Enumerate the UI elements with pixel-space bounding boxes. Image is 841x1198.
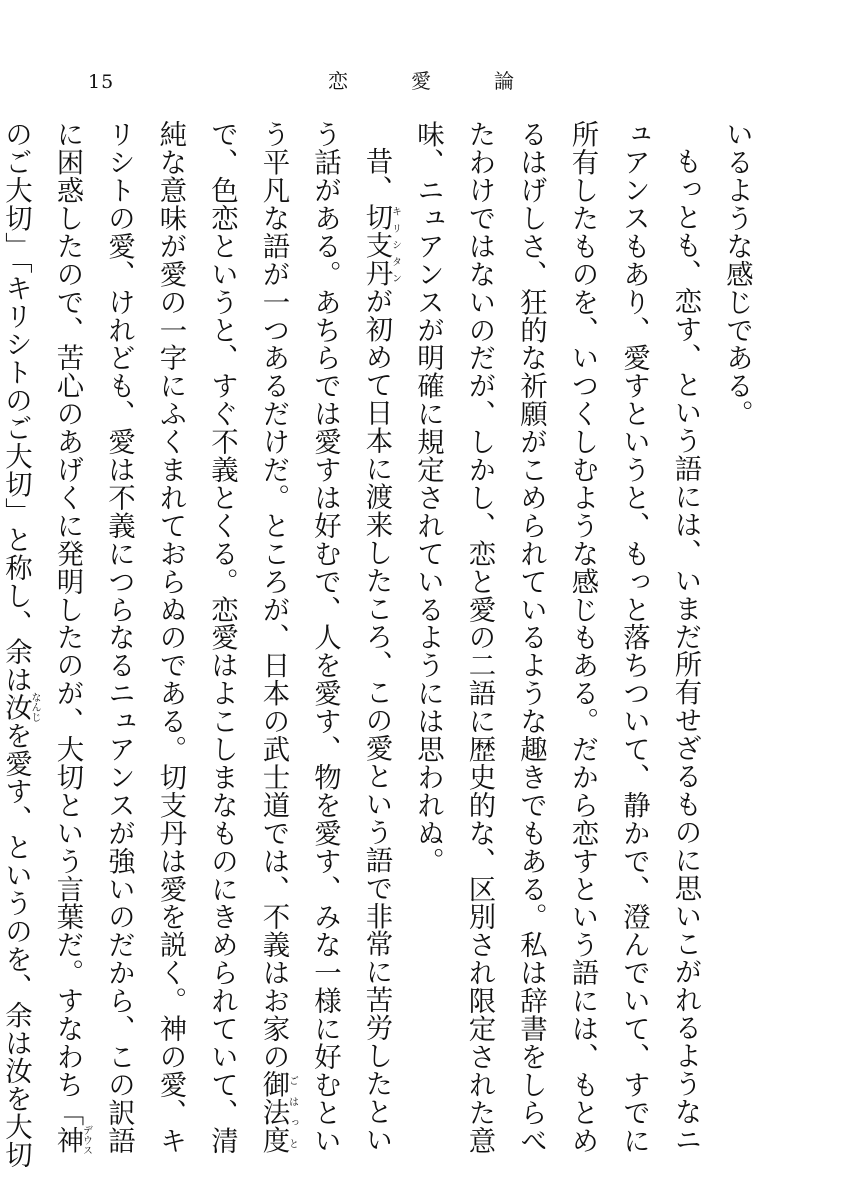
ruby-gohatto <box>257 1070 298 1155</box>
page-number: 15 <box>88 71 115 93</box>
ruby-reading: キリシタン <box>389 203 401 288</box>
vertical-text-body <box>0 120 762 1170</box>
running-title-char-1: 恋 <box>328 69 348 93</box>
text-segment: のご大切」「キリシトのご大切」と称し、余は <box>0 120 31 694</box>
text-segment: で、色恋というと、すぐ不義とくる。恋愛はよこしまなものにきめられていて、清純な意味が愛の一字にふくまれておらぬのである。切支丹は愛を説く。神の愛、キリシトの愛、けれども、愛は不義につらなるニュアンスが強いのだから、この訳語に困惑したので、苦心のあげくに発明したのが、大切という言葉だ。すなわち「 <box>51 120 237 1155</box>
ruby-kirishitan <box>360 203 401 288</box>
ruby-reading: なんじ <box>29 692 40 723</box>
running-title-char-2: 愛 <box>411 69 431 93</box>
paragraph-kirishitan <box>0 120 402 1170</box>
ruby-nanji <box>0 692 40 723</box>
paragraph-koi-ai: もっとも、恋す、という語には、いまだ所有せざるものに思いこがれるようなニュアンスもあり、愛すというと、もっと落ちついて、静かで、澄んでいて、すでに所有したものを、いつくしむような感じもある。だから恋すという語には、もとめるはげしさ、狂的な祈願がこめられているような趣きでもある。私は辞書をしらべたわけではないのだが、しかし、恋と愛の二語に歴史的な、区別され限定された意味、ニュアンスが明確に規定されているようには思われぬ。 <box>412 120 701 1155</box>
running-title-char-3: 論 <box>494 69 514 93</box>
running-title <box>318 68 538 96</box>
ruby-base: 切支丹 <box>360 203 392 288</box>
text-segment: が初めて日本に渡来したころ、この愛という語で非常に苦労したという話がある。あちらでは愛すは好むで、人を愛す、物を愛す、みな一様に好むという平凡な語が一つあるだけだ。ところが、日本の武士道では、不義はお家の <box>257 120 392 1155</box>
ruby-base: 神 <box>51 1125 83 1156</box>
ruby-reading: ごはっと <box>286 1070 298 1155</box>
ruby-base: 御法度 <box>257 1070 289 1155</box>
paragraph-continuation: いるような感じである。 <box>721 120 752 428</box>
text-segment: 昔、 <box>360 147 392 204</box>
ruby-base: 汝 <box>0 692 31 723</box>
ruby-deusu <box>51 1125 92 1156</box>
text-segment: を愛す、というのを、余は汝を大切 <box>0 721 31 1169</box>
ruby-reading: デウス <box>80 1125 92 1156</box>
